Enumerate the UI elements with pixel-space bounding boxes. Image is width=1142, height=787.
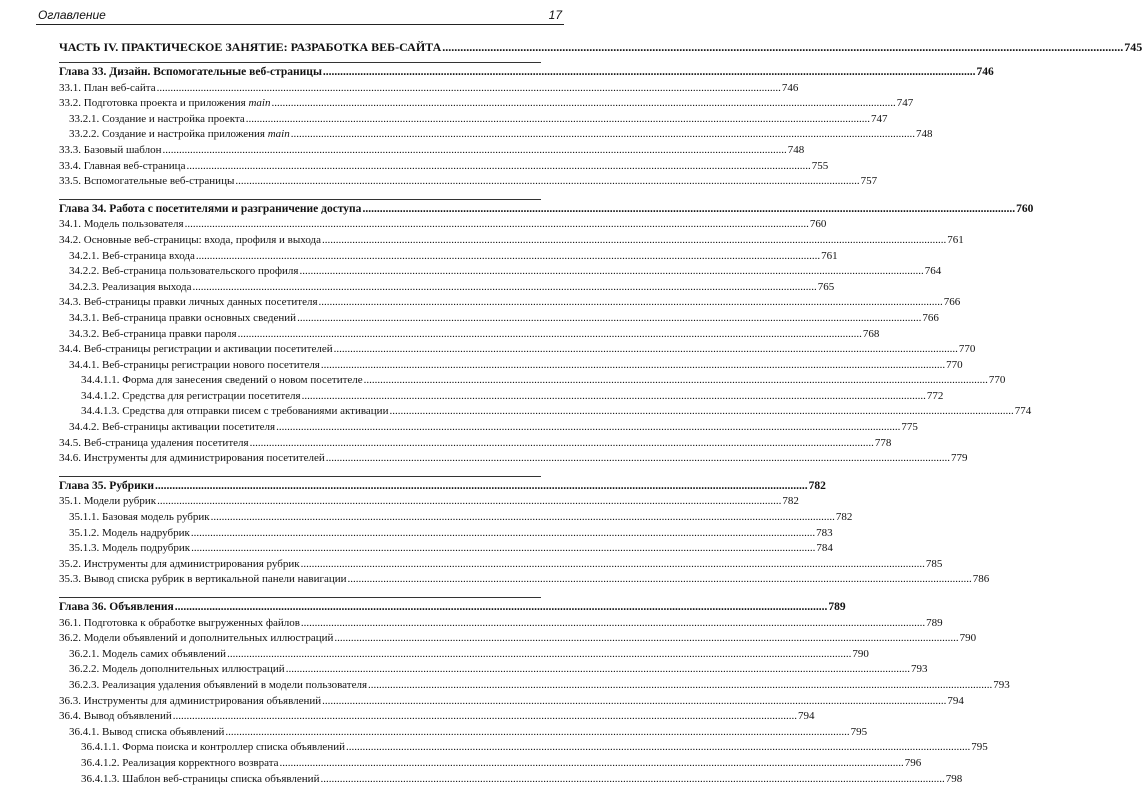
toc-entry-number: 35.1. (59, 495, 81, 508)
toc-entry-text: Модель надрубрик (102, 526, 190, 539)
dot-leader (173, 709, 797, 725)
toc-entry-page: 770 (988, 374, 1006, 387)
toc-entry-number: 36.1. (59, 616, 81, 629)
toc-entry-number: 36.2.1. (69, 647, 100, 660)
dot-leader (301, 616, 925, 632)
dot-leader (291, 127, 915, 143)
dot-leader (321, 358, 945, 374)
toc-entry[interactable] (59, 541, 833, 557)
running-header (36, 6, 564, 25)
toc-entry-title (59, 233, 321, 249)
toc-entry-title (59, 616, 300, 632)
toc-entry-title (81, 404, 388, 420)
toc-entry[interactable] (59, 436, 892, 452)
toc-entry-number: 34.4.1. (69, 358, 100, 371)
toc-entry[interactable] (59, 143, 805, 159)
toc-entry-page: 786 (972, 573, 990, 586)
dot-leader (322, 233, 946, 249)
toc-entry-text: Веб-страница удаления посетителя (83, 436, 249, 449)
toc-entry-text: Базовый шаблон (83, 143, 162, 156)
toc-entry-number: 35.1.1. (69, 511, 100, 524)
toc-entry-emphasis: main (267, 128, 290, 141)
toc-entry-number: 34.6. (59, 452, 81, 465)
dot-leader (155, 479, 808, 495)
toc-entry-number: 34.4.1.1. (81, 374, 120, 387)
toc-entry-page: 794 (947, 694, 964, 707)
chapter-title: Глава 33. Дизайн. Вспомогательные веб-страницы (59, 66, 322, 78)
toc-entry-text: Создание и настройка проекта (102, 112, 245, 125)
dot-leader (302, 389, 926, 405)
toc-entry-page: 793 (993, 678, 1010, 691)
dot-leader (320, 772, 944, 787)
toc-entry-text: Модель самих объявлений (102, 647, 227, 660)
toc-entry-text: Веб-страница правки основных сведений (102, 311, 297, 324)
toc-entry-text: Модель дополнительных иллюстраций (102, 663, 285, 676)
toc-entry-text: Реализация выхода (102, 280, 192, 293)
toc-entry[interactable] (59, 572, 990, 588)
toc-entry-number: 33.2.2. (69, 128, 100, 141)
toc-entry-number: 36.2. (59, 632, 81, 645)
toc-entry-title (69, 327, 237, 343)
toc-entry-title (59, 436, 249, 452)
dot-leader (227, 647, 851, 663)
toc-entry-number: 34.2.1. (69, 249, 100, 262)
toc-entry-title (69, 127, 290, 143)
chapter-heading[interactable] (59, 600, 846, 616)
toc-entry[interactable] (59, 740, 988, 756)
toc-entry-title (59, 217, 184, 233)
toc-entry-title (69, 662, 285, 678)
toc-entry-page: 748 (787, 143, 805, 156)
toc-entry-text: Форма для занесения сведений о новом посетителе (122, 374, 363, 387)
toc-entry-page: 795 (971, 741, 988, 754)
toc-entry[interactable] (59, 327, 880, 343)
toc-entry-title (69, 725, 224, 741)
toc-entry-title (59, 81, 156, 97)
dot-leader (389, 404, 1013, 420)
toc-entry[interactable] (59, 709, 815, 725)
toc-entry[interactable] (59, 217, 827, 233)
toc-entry-title (59, 557, 300, 573)
dot-leader (280, 756, 904, 772)
toc-entry-text: Веб-страницы регистрации нового посетителя (102, 358, 320, 371)
toc-entry[interactable] (59, 389, 944, 405)
toc-entry[interactable] (59, 159, 829, 175)
toc-entry-number: 34.3. (59, 296, 81, 309)
toc-entry[interactable] (59, 451, 968, 467)
dot-leader (191, 526, 815, 542)
toc-entry-text: Подготовка к обработке выгруженных файлов (83, 616, 300, 629)
toc-entry-page: 766 (943, 296, 961, 309)
toc-entry-text: Шаблон веб-страницы списка объявлений (122, 772, 320, 785)
chapter-divider (59, 476, 541, 477)
toc-entry[interactable] (59, 342, 976, 358)
toc-entry-number: 34.4.2. (69, 421, 100, 434)
toc-entry[interactable] (59, 772, 963, 787)
toc-entry-page: 760 (809, 218, 827, 231)
dot-leader (319, 295, 943, 311)
toc-entry-title (69, 264, 298, 280)
dot-leader (191, 541, 815, 557)
toc-entry-title (59, 494, 156, 510)
toc-entry-title (59, 572, 347, 588)
toc-entry[interactable] (59, 233, 964, 249)
toc-entry-text: Вывод списка объявлений (102, 725, 225, 738)
toc-entry-page: 778 (874, 436, 892, 449)
toc-entry-page: 748 (915, 128, 933, 141)
toc-entry-number: 35.2. (59, 557, 81, 570)
toc-entry-title (69, 510, 210, 526)
toc-entry-text: Модели рубрик (83, 495, 157, 508)
chapter-list (59, 62, 1034, 787)
toc-entry-number: 34.4. (59, 343, 81, 356)
chapter-divider (59, 597, 541, 598)
toc-entry-title (59, 342, 333, 358)
toc-entry-page: 798 (945, 772, 963, 785)
chapter-divider (59, 62, 541, 63)
toc-entry-page: 785 (925, 557, 943, 570)
toc-entry[interactable] (59, 647, 869, 663)
toc-entry-number: 34.5. (59, 436, 81, 449)
toc-entry-number: 33.1. (59, 81, 81, 94)
toc-entry-page: 761 (947, 233, 964, 246)
dot-leader (271, 96, 895, 112)
toc-entry[interactable] (59, 557, 943, 573)
dot-leader (286, 662, 910, 678)
toc-entry-page: 779 (950, 452, 968, 465)
toc-entry[interactable] (59, 616, 943, 632)
toc-entry-text: Модель подрубрик (102, 542, 191, 555)
toc-entry[interactable] (59, 249, 838, 265)
dot-leader (334, 631, 958, 647)
chapter-heading[interactable] (59, 65, 994, 81)
toc-entry-page: 747 (896, 97, 914, 110)
dot-leader (323, 65, 976, 81)
toc-entry-number: 33.2. (59, 97, 81, 110)
toc-entry[interactable] (59, 280, 835, 296)
toc-entry-page: 793 (910, 663, 928, 676)
dot-leader (368, 678, 992, 694)
toc-entry[interactable] (59, 725, 868, 741)
toc-entry-page: 784 (816, 542, 833, 555)
toc-entry[interactable] (59, 311, 939, 327)
toc-entry-text: Средства для отправки писем с требованиями активации (122, 405, 389, 418)
toc-entry-number: 34.2. (59, 233, 81, 246)
toc-entry[interactable] (59, 112, 888, 128)
chapter-title: Глава 35. Рубрики (59, 479, 154, 492)
toc-entry-title (59, 174, 234, 190)
toc-entry-text: Модель пользователя (83, 218, 184, 231)
chapter-page: 760 (1016, 202, 1034, 215)
toc-entry-text: Инструменты для администрирования объявлений (83, 694, 322, 707)
dot-leader (346, 740, 970, 756)
toc-entry-number: 36.2.3. (69, 678, 100, 691)
toc-entry-number: 33.5. (59, 175, 81, 188)
toc-entry-title (59, 159, 185, 175)
toc-entry-page: 770 (946, 358, 963, 371)
toc-entry[interactable] (59, 81, 799, 97)
toc-entry-number: 36.4.1.1. (81, 741, 120, 754)
toc-entry-title (69, 526, 190, 542)
toc-entry-page: 761 (821, 249, 838, 262)
toc-entry-number: 36.2.2. (69, 663, 100, 676)
toc-entry-page: 774 (1014, 405, 1032, 418)
toc-entry-title (59, 451, 325, 467)
toc-entry[interactable] (59, 358, 963, 374)
toc-entry[interactable] (59, 420, 918, 436)
toc-entry-text: Веб-страница пользовательского профиля (102, 265, 299, 278)
dot-leader (250, 436, 874, 452)
toc-entry-title (59, 694, 321, 710)
toc-entry-page: 747 (870, 112, 888, 125)
toc-entry-page: 766 (922, 311, 939, 324)
dot-leader (276, 420, 900, 436)
toc-entry-title (69, 358, 320, 374)
toc-entry-text: Создание и настройка приложения (102, 128, 268, 141)
toc-entry-text: Средства для регистрации посетителя (122, 389, 301, 402)
toc-entry-title (69, 311, 296, 327)
toc-entry-text: Инструменты для администрирования посетителей (83, 452, 325, 465)
toc-entry-title (81, 389, 301, 405)
dot-leader (362, 202, 1015, 218)
toc-entry-title (59, 96, 270, 112)
toc-entry-text: Веб-страницы активации посетителя (102, 421, 276, 434)
dot-leader (301, 557, 925, 573)
toc-entry-page: 772 (926, 389, 944, 402)
dot-leader (326, 451, 950, 467)
toc-entry-number: 33.2.1. (69, 112, 100, 125)
toc-entry-page: 765 (817, 280, 835, 293)
dot-leader (235, 174, 859, 190)
toc-entry-number: 34.4.1.3. (81, 405, 120, 418)
toc-entry-title (81, 373, 363, 389)
toc-entry-number: 36.3. (59, 694, 81, 707)
chapter-title: Глава 34. Работа с посетителями и разграничение доступа (59, 202, 362, 215)
toc-entry-number: 36.4. (59, 710, 81, 723)
dot-leader (297, 311, 921, 327)
toc-entry-page: 790 (852, 647, 869, 660)
toc-entry-page: 757 (860, 175, 878, 188)
toc-entry[interactable] (59, 694, 964, 710)
dot-leader (175, 600, 828, 616)
toc-entry-page: 790 (959, 632, 977, 645)
toc-entry-text: Форма поиска и контроллер списка объявлений (122, 741, 345, 754)
toc-entry-text: Реализация корректного возврата (122, 756, 279, 769)
toc-entry-number: 33.4. (59, 159, 81, 172)
toc-entry-title (81, 740, 345, 756)
dot-leader (157, 494, 781, 510)
dot-leader (225, 725, 849, 741)
toc-entry-number: 34.2.2. (69, 265, 100, 278)
toc-entry-number: 34.4.1.2. (81, 389, 120, 402)
dot-leader (192, 280, 816, 296)
header-section-title: Оглавление (38, 8, 106, 22)
toc-entry[interactable] (59, 494, 799, 510)
toc-entry[interactable] (59, 96, 914, 112)
toc-entry-title (69, 420, 275, 436)
toc-entry-title (59, 709, 172, 725)
toc-entry-page: 783 (816, 526, 833, 539)
toc-entry[interactable] (59, 174, 878, 190)
table-of-contents (59, 38, 1142, 787)
dot-leader (211, 510, 835, 526)
part-title: ЧАСТЬ IV. ПРАКТИЧЕСКОЕ ЗАНЯТИЕ: РАЗРАБОТКА ВЕБ-САЙТА (59, 40, 442, 54)
toc-entry-text: Инструменты для администрирования рубрик (83, 557, 300, 570)
dot-leader (299, 264, 923, 280)
toc-entry[interactable] (59, 404, 1032, 420)
toc-entry[interactable] (59, 510, 853, 526)
toc-entry-title (81, 756, 279, 772)
toc-entry-title (59, 631, 333, 647)
toc-entry[interactable] (59, 526, 833, 542)
toc-entry-text: Основные веб-страницы: входа, профиля и выхода (83, 233, 322, 246)
toc-entry-text: Вспомогательные веб-страницы (83, 175, 235, 188)
toc-entry-number: 35.3. (59, 573, 81, 586)
toc-entry-title (59, 295, 318, 311)
toc-entry-page: 746 (781, 81, 799, 94)
dot-leader (196, 249, 820, 265)
toc-entry-text: Веб-страницы регистрации и активации посетителей (83, 343, 333, 356)
chapter-heading[interactable] (59, 202, 1034, 218)
toc-entry-title (69, 678, 367, 694)
toc-entry-number: 34.3.2. (69, 327, 100, 340)
toc-entry-title (59, 143, 162, 159)
toc-entry-page: 789 (926, 616, 943, 629)
toc-entry-page: 770 (958, 343, 976, 356)
toc-entry-text: Базовая модель рубрик (102, 511, 210, 524)
toc-entry-number: 35.1.3. (69, 542, 100, 555)
toc-entry-text: Веб-страница входа (102, 249, 195, 262)
toc-entry-title (69, 112, 245, 128)
toc-entry-text: Веб-страницы правки личных данных посетителя (83, 296, 318, 309)
toc-entry-number: 33.3. (59, 143, 81, 156)
toc-entry[interactable] (59, 756, 922, 772)
dot-leader (348, 572, 972, 588)
toc-entry-number: 34.1. (59, 218, 81, 231)
toc-entry-text: План веб-сайта (83, 81, 156, 94)
chapter-heading[interactable] (59, 479, 826, 495)
toc-entry-page: 795 (850, 725, 868, 738)
chapter-page: 789 (828, 601, 846, 613)
toc-entry[interactable] (59, 373, 1006, 389)
dot-leader (185, 217, 809, 233)
toc-entry[interactable] (59, 662, 928, 678)
dot-leader (238, 327, 862, 343)
dot-leader (334, 342, 958, 358)
dot-leader (246, 112, 870, 128)
toc-entry-text: Вывод объявлений (83, 710, 172, 723)
toc-entry[interactable] (59, 127, 933, 143)
toc-entry-emphasis: main (248, 97, 271, 110)
toc-entry-title (69, 249, 195, 265)
toc-entry-title (69, 280, 191, 296)
toc-entry[interactable] (59, 678, 1010, 694)
toc-entry-text: Подготовка проекта и приложения (83, 97, 249, 110)
toc-entry-number: 34.3.1. (69, 311, 100, 324)
toc-entry[interactable] (59, 631, 977, 647)
toc-entry-text: Модели объявлений и дополнительных иллюстраций (83, 632, 334, 645)
part-heading[interactable] (59, 38, 1142, 56)
toc-entry-number: 34.2.3. (69, 280, 100, 293)
toc-entry-number: 35.1.2. (69, 526, 100, 539)
toc-entry-text: Веб-страница правки пароля (102, 327, 237, 340)
toc-entry-number: 36.4.1.2. (81, 756, 120, 769)
chapter-page: 782 (808, 479, 826, 492)
toc-entry-text: Реализация удаления объявлений в модели пользователя (102, 678, 367, 691)
toc-entry-page: 794 (798, 710, 815, 723)
dot-leader (364, 373, 988, 389)
part-page: 745 (1124, 40, 1142, 54)
dot-leader (163, 143, 787, 159)
toc-entry-page: 796 (904, 756, 922, 769)
toc-entry-number: 36.4.1. (69, 725, 100, 738)
dot-leader (442, 38, 1123, 56)
toc-entry-page: 775 (901, 421, 918, 434)
toc-entry-title (69, 647, 226, 663)
dot-leader (186, 159, 810, 175)
dot-leader (322, 694, 946, 710)
chapter-title: Глава 36. Объявления (59, 601, 174, 613)
toc-entry-page: 755 (811, 159, 829, 172)
toc-entry-text: Главная веб-страница (83, 159, 186, 172)
toc-entry[interactable] (59, 295, 961, 311)
toc-entry-page: 782 (835, 511, 853, 524)
toc-entry[interactable] (59, 264, 942, 280)
toc-entry-number: 36.4.1.3. (81, 772, 120, 785)
toc-entry-title (69, 541, 190, 557)
chapter-page: 746 (976, 66, 994, 78)
header-page-number: 17 (548, 8, 562, 22)
dot-leader (157, 81, 781, 97)
toc-entry-title (81, 772, 319, 787)
toc-entry-page: 768 (862, 327, 880, 340)
toc-entry-page: 782 (782, 495, 799, 508)
toc-entry-page: 764 (924, 265, 942, 278)
chapter-divider (59, 199, 541, 200)
toc-entry-text: Вывод списка рубрик в вертикальной панели навигации (83, 573, 347, 586)
